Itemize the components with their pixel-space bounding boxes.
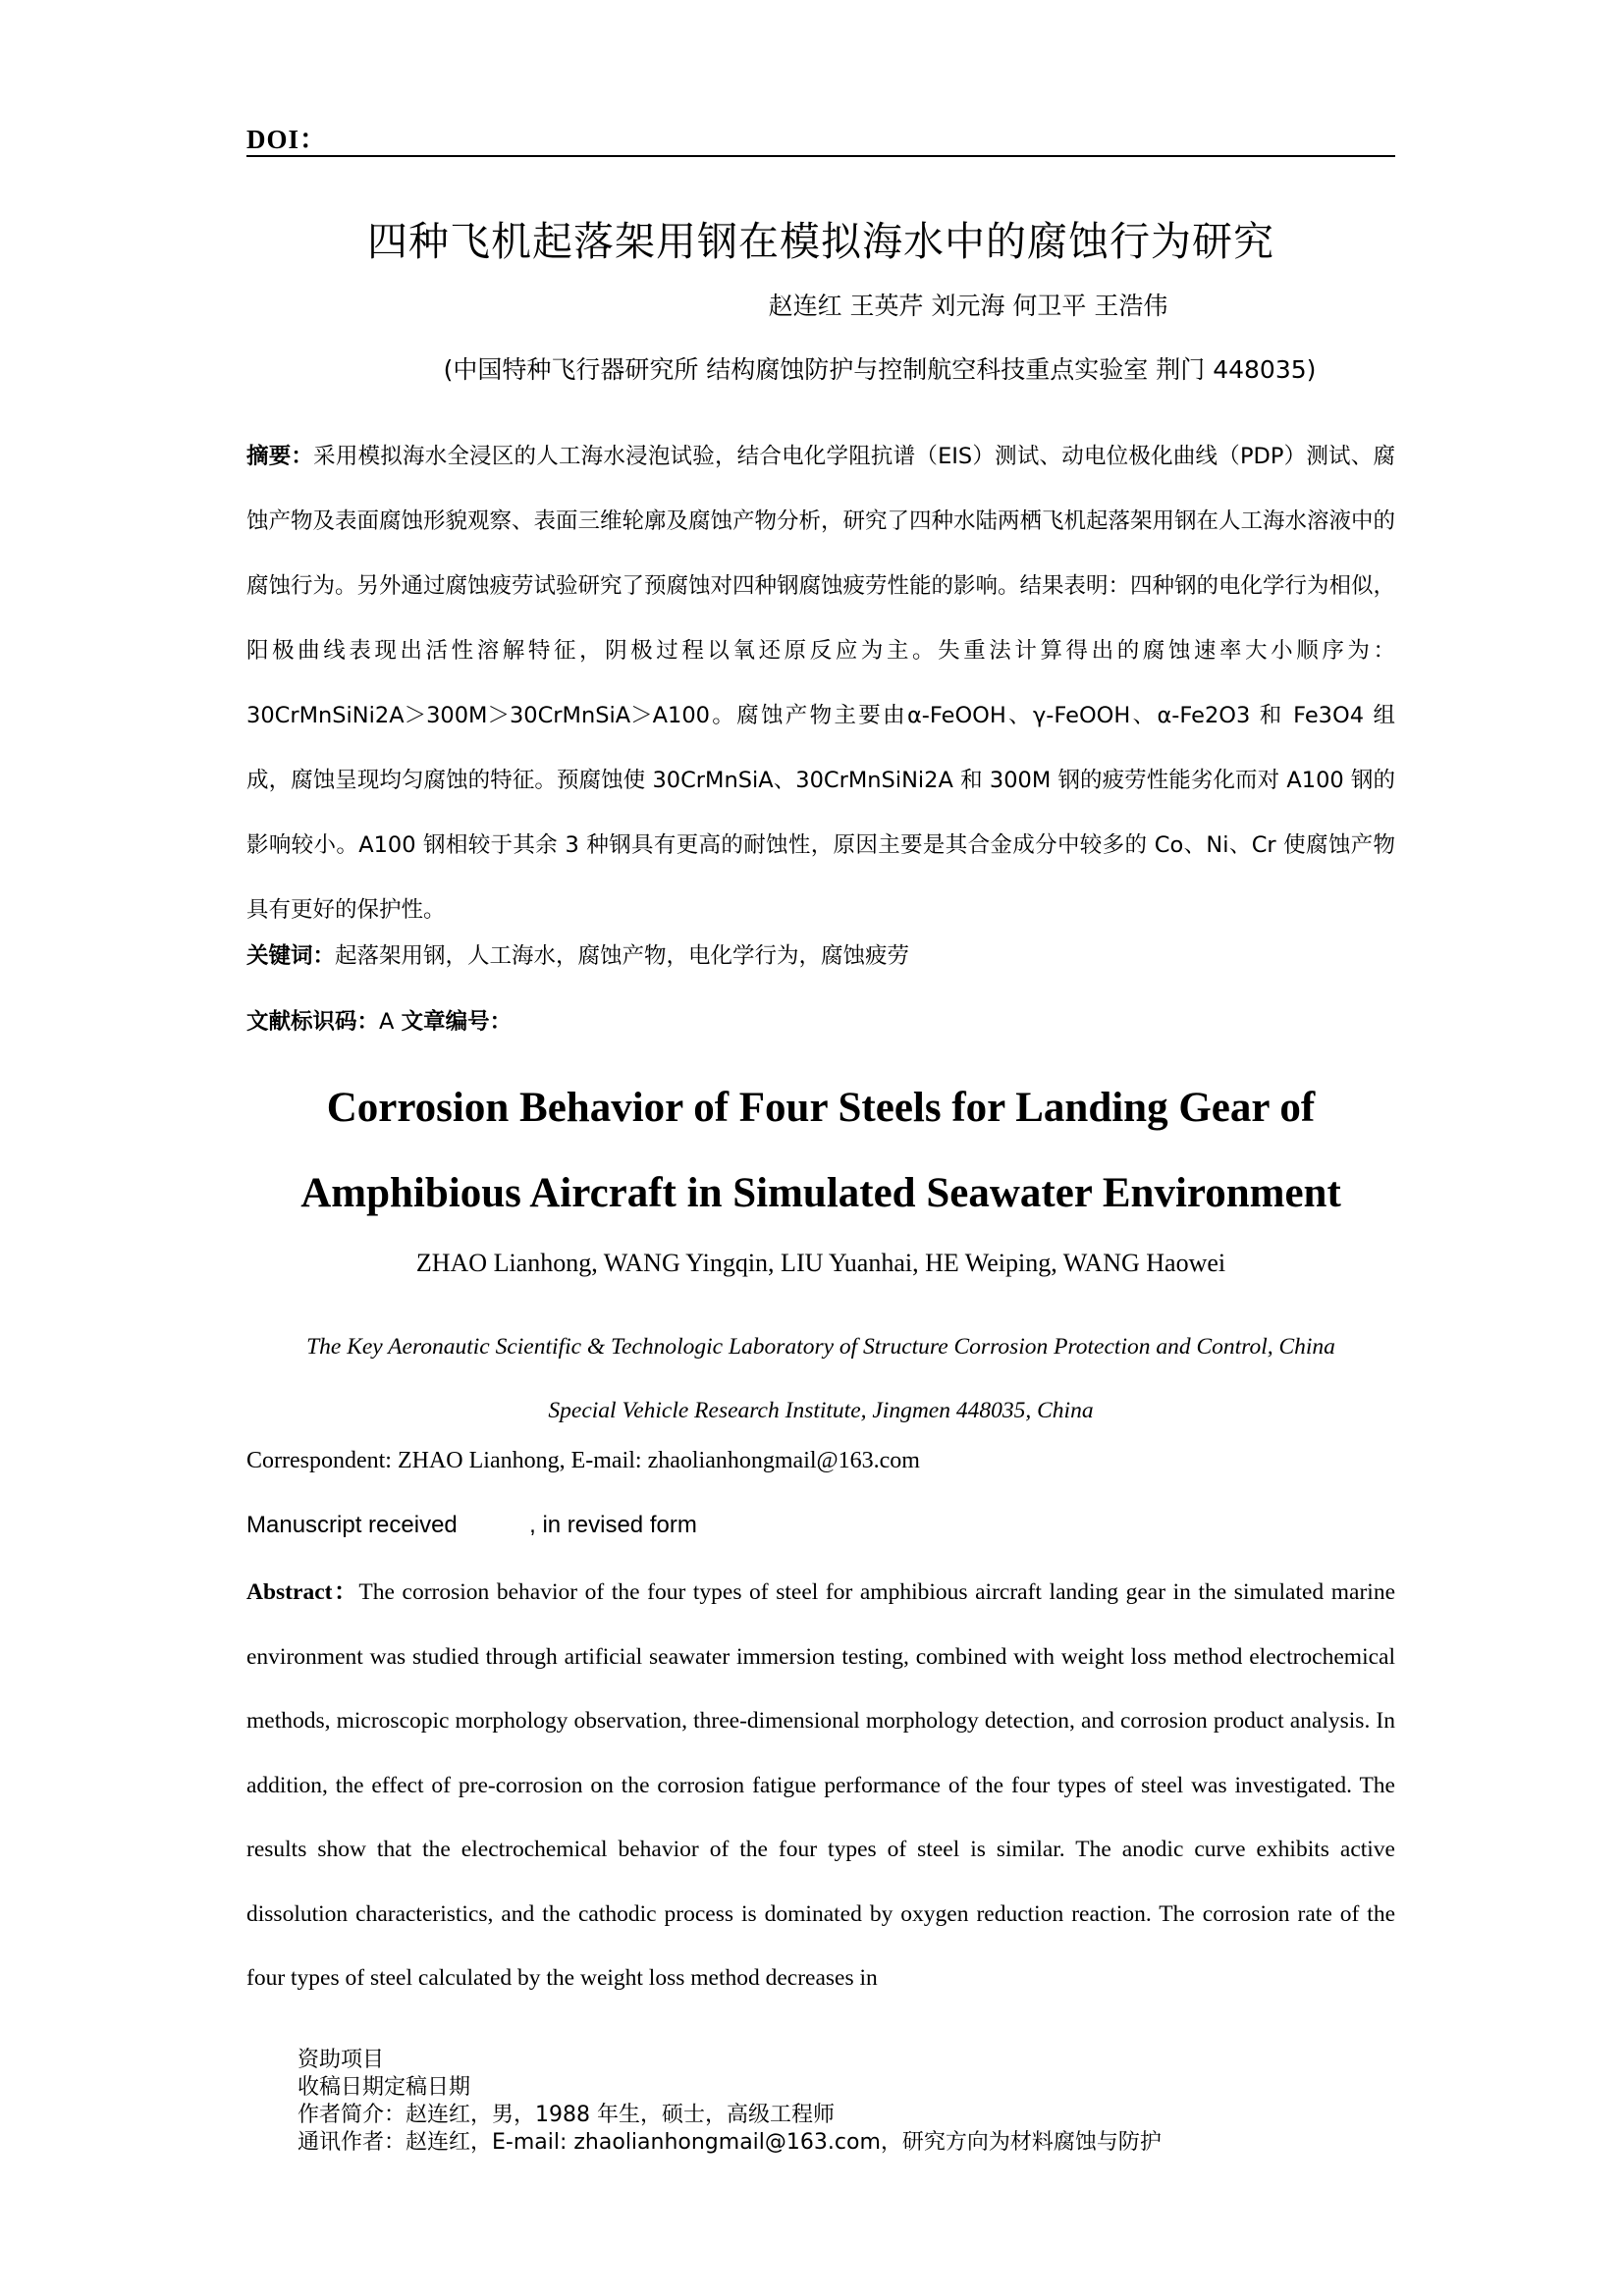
english-affiliation-line-2: Special Vehicle Research Institute, Jingmen 448035, China xyxy=(548,1398,1094,1423)
chinese-affiliation: (中国特种飞行器研究所 结构腐蚀防护与控制航空科技重点实验室 荆门 448035) xyxy=(443,355,1317,384)
doc-id-label: 文献标识码： xyxy=(246,1009,380,1035)
footnote-corresponding: 通讯作者：赵连红，E-mail: zhaolianhongmail@163.com，研究方向为材料腐蚀与防护 xyxy=(298,2130,1162,2155)
footnote-author-bio: 作者简介：赵连红，男，1988 年生，硕士，高级工程师 xyxy=(298,2103,835,2127)
footnote-dates: 收稿日期定稿日期 xyxy=(298,2075,471,2100)
header-rule xyxy=(246,155,1395,157)
manuscript-dates: Manuscript received , in revised form xyxy=(246,1512,697,1538)
english-authors: ZHAO Lianhong, WANG Yingqin, LIU Yuanhai, HE Weiping, WANG Haowei xyxy=(415,1249,1226,1277)
chinese-keywords xyxy=(246,938,909,970)
keywords-label: 关键词： xyxy=(246,943,336,969)
footnotes xyxy=(298,2047,1162,2157)
chinese-abstract-label: 摘要： xyxy=(246,444,314,469)
english-title-line-2: Amphibious Aircraft in Simulated Seawater Environment xyxy=(300,1170,1341,1216)
correspondent-line: Correspondent: ZHAO Lianhong, E-mail: zhaolianhongmail@163.com xyxy=(246,1448,920,1473)
english-abstract-label: Abstract： xyxy=(246,1579,359,1605)
english-title-line-1: Corrosion Behavior of Four Steels for Landing Gear of xyxy=(326,1085,1316,1131)
article-no-label: 文章编号： xyxy=(401,1009,513,1035)
english-affiliation-line-1: The Key Aeronautic Scientific & Technologic Laboratory of Structure Corrosion Protection and Control, China xyxy=(306,1334,1335,1360)
english-affiliation xyxy=(246,1315,1395,1443)
doc-id-value: A xyxy=(379,1009,402,1035)
document-id-line xyxy=(246,1004,512,1036)
english-title xyxy=(246,1065,1395,1236)
english-abstract-text: The corrosion behavior of the four types of steel for amphibious aircraft landing gear in the simulated marine environment was studied through artificial seawater immersion testing, combined with weight loss method electrochemical methods, microscopic morphology observation, three-dimensional morphology detection, and corrosion product analysis. In addition, the effect of pre-corrosion on the corrosion fatigue performance of the four types of steel was investigated. The results show that the electrochemical behavior of the four types of steel is similar. The anodic curve exhibits active dissolution characteristics, and the cathodic process is dominated by oxygen reduction reaction. The corrosion rate of the four types of steel calculated by the weight loss method decreases in xyxy=(246,1579,1396,1991)
footnote-funding: 资助项目 xyxy=(298,2048,385,2072)
doi-label: DOI： xyxy=(246,125,328,154)
keywords-text: 起落架用钢，人工海水，腐蚀产物，电化学行为，腐蚀疲劳 xyxy=(335,943,910,969)
english-abstract xyxy=(246,1561,1395,2011)
chinese-abstract-text: 采用模拟海水全浸区的人工海水浸泡试验，结合电化学阻抗谱（EIS）测试、动电位极化曲线（PDP）测试、腐蚀产物及表面腐蚀形貌观察、表面三维轮廓及腐蚀产物分析，研究了四种水陆两栖飞机起落架用钢在人工海水溶液中的腐蚀行为。另外通过腐蚀疲劳试验研究了预腐蚀对四种钢腐蚀疲劳性能的影响。结果表明：四种钢的电化学行为相似，阳极曲线表现出活性溶解特征，阴极过程以氧还原反应为主。失重法计算得出的腐蚀速率大小顺序为：30CrMnSiNi2A＞300M＞30CrMnSiA＞A100。腐蚀产物主要由α-FeOOH、γ-FeOOH、α-Fe2O3 和 Fe3O4 组成，腐蚀呈现均匀腐蚀的特征。预腐蚀使 30CrMnSiA、30CrMnSiNi2A 和 300M 钢的疲劳性能劣化而对 A100 钢的影响较小。A100 钢相较于其余 3 种钢具有更高的耐蚀性，原因主要是其合金成分中较多的 Co、Ni、Cr 使腐蚀产物具有更好的保护性。 xyxy=(246,444,1396,923)
chinese-abstract xyxy=(246,424,1395,942)
chinese-title: 四种飞机起落架用钢在模拟海水中的腐蚀行为研究 xyxy=(367,218,1274,265)
chinese-authors: 赵连红 王英芹 刘元海 何卫平 王浩伟 xyxy=(768,292,1168,320)
